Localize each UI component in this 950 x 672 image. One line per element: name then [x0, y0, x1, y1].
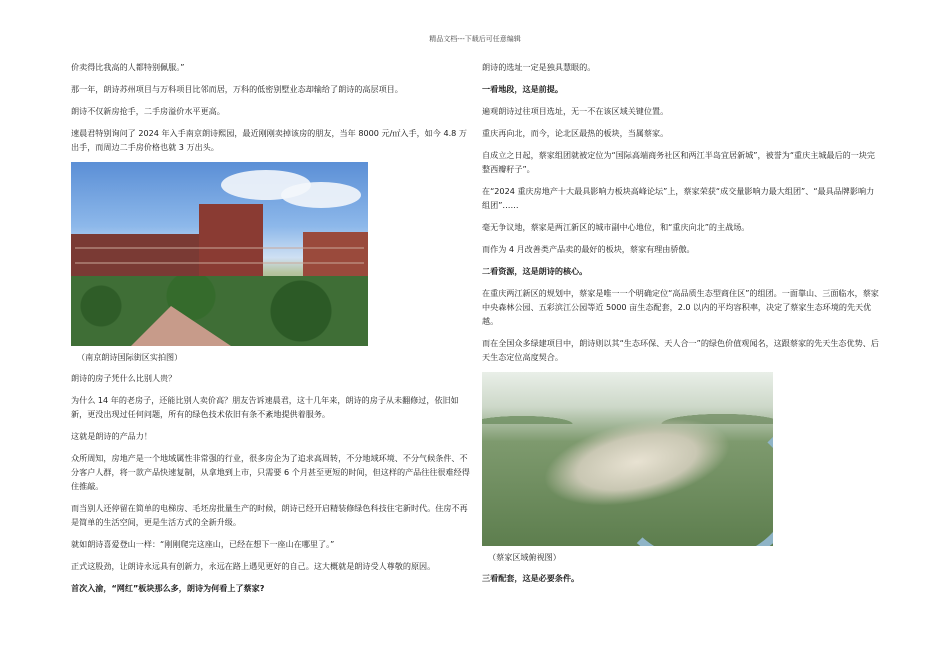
paragraph: 朗诗的选址一定是独具慧眼的。 [482, 62, 596, 72]
left-column [71, 60, 471, 603]
paragraph: 为什么 14 年的老房子，还能比别人卖价高？朋友告诉速晨君，这十几年来，朗诗的房子从未翻修过，依旧如新，更没出现过任何问题，所有的绿色技术依旧有条不紊地提供着服务。 [71, 395, 459, 419]
paragraph: 而作为 4 月改善类产品卖的最好的板块，蔡家有理由骄傲。 [482, 244, 695, 254]
paragraph: 速晨君特别询问了 2024 年入手南京朗诗熙园，最近刚刚卖掉该房的朋友，当年 8000 元/㎡入手，如今 4.8 万出手，而周边二手房价格也就 3 万出头。 [71, 128, 467, 152]
paragraph: 那一年，朗诗苏州项目与万科项目比邻而居，万科的低密别墅业态却输给了朗诗的高层项目。 [71, 84, 403, 94]
paragraph: 重庆再向北，而今，论北区最热的板块，当属蔡家。 [482, 128, 669, 138]
image-caption: （蔡家区域俯视图） [488, 552, 561, 562]
paragraph: 朗诗不仅新房抢手，二手房溢价水平更高。 [71, 106, 225, 116]
aerial-map-photo-icon [482, 372, 773, 546]
paragraph: 自成立之日起，蔡家组团就被定位为“国际高端商务社区和两江半岛宜居新城”，被誉为“重庆主城最后的一块完整西瓣籽子”。 [482, 150, 875, 174]
paragraph: 朗诗的房子凭什么比别人贵？ [71, 373, 177, 383]
paragraph: 而在全国众多绿建项目中，朗诗则以其“生态环保、天人合一”的绿色价值观闻名，这跟蔡家的先天生态优势、后天生态定位高度契合。 [482, 338, 879, 362]
section-heading: 二看资源，这是朗诗的核心。 [482, 266, 588, 276]
building-photo-icon [71, 162, 368, 346]
paragraph: 遍观朗诗过往项目选址，无一不在该区域关键位置。 [482, 106, 669, 116]
paragraph: 而当别人还停留在简单的电梯房、毛坯房批量生产的时候，朗诗已经开启精装修绿色科技住宅新时代。住房不再是简单的生活空间，更是生活方式的全新升级。 [71, 503, 468, 527]
paragraph: 这就是朗诗的产品力！ [71, 431, 152, 441]
paragraph: 在重庆两江新区的规划中，蔡家是唯一一个明确定位“高品质生态型商住区”的组团。一面靠山、三面临水，蔡家中央森林公园、五彩滨江公园等近 5000 亩生态配套，2.0 以内的平均容积率，决定了蔡家生态环境的先天优越。 [482, 288, 879, 326]
paragraph: 毫无争议地，蔡家是两江新区的城市副中心地位，和“重庆向北”的主战场。 [482, 222, 750, 232]
section-heading: 一看地段，这是前提。 [482, 84, 563, 94]
page-header: 精品文档---下载后可任意编辑 [429, 35, 521, 43]
paragraph: 就如朗诗喜爱登山一样：“刚刚爬完这座山，已经在想下一座山在哪里了。” [71, 539, 335, 549]
paragraph: 在“2024 重庆房地产十大最具影响力板块高峰论坛”上，蔡家荣获“成交量影响力最大组团”、“最具品牌影响力组团”…… [482, 186, 875, 210]
section-heading: 三看配套，这是必要条件。 [482, 573, 580, 583]
paragraph: 价卖得比我高的人都特别佩服。” [71, 62, 185, 72]
right-column [482, 60, 882, 593]
section-heading: 首次入渝，“网红”板块那么多，朗诗为何看上了蔡家? [71, 583, 265, 593]
paragraph: 众所周知，房地产是一个地域属性非常强的行业，很多房企为了追求高周转，不分地域环境、不分气候条件、不分客户人群，将一款产品快速复制，从拿地到上市，只需要 6 个月甚至更短的时间，但这样的产品往往很难经得住推敲。 [71, 453, 470, 491]
paragraph: 正式这股劲，让朗诗永远具有创新力，永远在路上遇见更好的自己。这大概就是朗诗受人尊敬的原因。 [71, 561, 436, 571]
image-caption: （南京朗诗国际街区实拍图） [77, 352, 183, 362]
